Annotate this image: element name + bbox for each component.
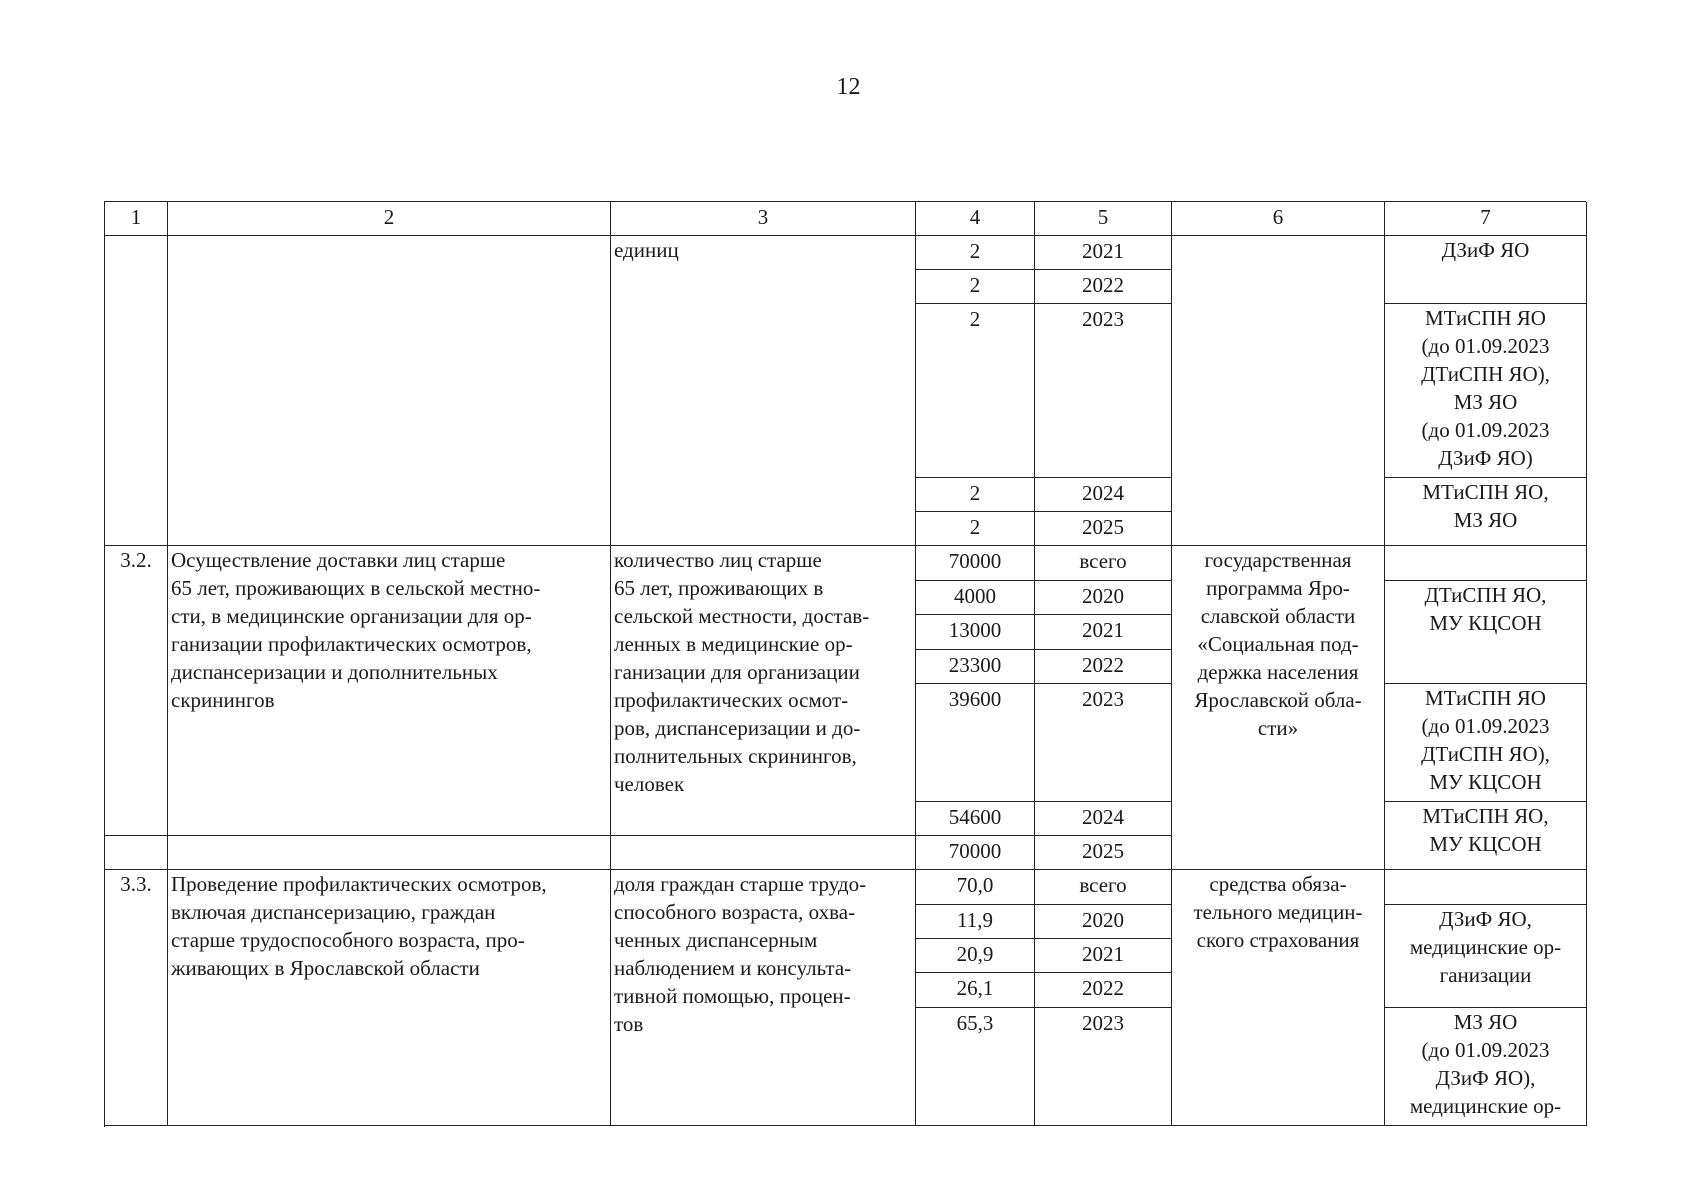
column-header-5: 5 [1035,202,1172,236]
row-number: 3.3. [105,870,168,1126]
indicator-year: 2023 [1035,304,1172,478]
event-description: Осуществление доставки лиц старше 65 лет, проживающих в сельской местно- сти, в медицинские организации для ор- ганизации профилактических осмотров, диспансеризации и дополнительных скринингов [168,546,611,836]
funding-source: средства обяза- тельного медицин- ского страхования [1172,870,1385,1126]
indicator-value: 13000 [916,615,1035,650]
indicator-year: всего [1035,870,1172,905]
indicator-value: 11,9 [916,905,1035,939]
indicator-year: 2025 [1035,836,1172,870]
executor-cell: МТиСПН ЯО, МУ КЦСОН [1385,802,1587,870]
indicator-value: 65,3 [916,1008,1035,1126]
indicator-value: 2 [916,270,1035,304]
measures-table [104,201,1586,1127]
indicator-value: 2 [916,304,1035,478]
executor-cell: МТиСПН ЯО (до 01.09.2023 ДТиСПН ЯО), МУ КЦСОН [1385,684,1587,802]
executor-cell: ДТиСПН ЯО, МУ КЦСОН [1385,581,1587,684]
indicator-value: 70,0 [916,870,1035,905]
indicator-value: 39600 [916,684,1035,802]
indicator-year: 2020 [1035,905,1172,939]
executor-cell: ДЗиФ ЯО, медицинские ор- ганизации [1385,905,1587,1008]
indicator-description: количество лиц старше 65 лет, проживающих в сельской местности, достав- ленных в медицинские ор- ганизации для организации профилактических осмот- ров, диспансеризации и до- полнительных скринингов, человек [611,546,916,836]
column-header-2: 2 [168,202,611,236]
indicator-year: 2021 [1035,939,1172,973]
indicator-year: 2022 [1035,650,1172,684]
funding-source-cell [1172,236,1385,546]
indicator-value: 2 [916,236,1035,270]
column-header-7: 7 [1385,202,1587,236]
indicator-year: 2023 [1035,1008,1172,1126]
indicator-value: 70000 [916,546,1035,581]
indicator-value: 26,1 [916,973,1035,1008]
indicator-value: 4000 [916,581,1035,615]
executor-cell [1385,870,1587,905]
table-cell-number [105,236,168,546]
row-number: 3.2. [105,546,168,836]
indicator-year: 2025 [1035,512,1172,546]
executor-cell [1385,546,1587,581]
indicator-description: доля граждан старше трудо- способного возраста, охва- ченных диспансерным наблюдением и консульта- тивной помощью, процен- тов [611,870,916,1126]
indicator-year: 2022 [1035,270,1172,304]
indicator-year: 2021 [1035,236,1172,270]
column-header-3: 3 [611,202,916,236]
page-number: 12 [836,74,861,100]
indicator-value: 70000 [916,836,1035,870]
table-cell-number [105,836,168,870]
indicator-year: всего [1035,546,1172,581]
column-header-4: 4 [916,202,1035,236]
indicator-year: 2022 [1035,973,1172,1008]
column-header-6: 6 [1172,202,1385,236]
table-cell-event [168,836,611,870]
event-description: Проведение профилактических осмотров, включая диспансеризацию, граждан старше трудоспособного возраста, про- живающих в Ярославской области [168,870,611,1126]
table-cell-event [168,236,611,546]
indicator-value: 23300 [916,650,1035,684]
indicator-year: 2024 [1035,802,1172,836]
column-header-1: 1 [105,202,168,236]
indicator-unit: единиц [611,236,916,546]
indicator-value: 20,9 [916,939,1035,973]
funding-source: государственная программа Яро- славской области «Социальная под- держка населения Ярославской обла- сти» [1172,546,1385,870]
executor-cell: МЗ ЯО (до 01.09.2023 ДЗиФ ЯО), медицинские ор- [1385,1008,1587,1126]
indicator-year: 2024 [1035,478,1172,512]
executor-cell: МТиСПН ЯО (до 01.09.2023 ДТиСПН ЯО), МЗ ЯО (до 01.09.2023 ДЗиФ ЯО) [1385,304,1587,478]
indicator-value: 54600 [916,802,1035,836]
indicator-value: 2 [916,478,1035,512]
indicator-year: 2020 [1035,581,1172,615]
executor-cell: МТиСПН ЯО, МЗ ЯО [1385,478,1587,546]
executor-cell: ДЗиФ ЯО [1385,236,1587,304]
indicator-year: 2021 [1035,615,1172,650]
table-cell-indicator [611,836,916,870]
indicator-value: 2 [916,512,1035,546]
indicator-year: 2023 [1035,684,1172,802]
